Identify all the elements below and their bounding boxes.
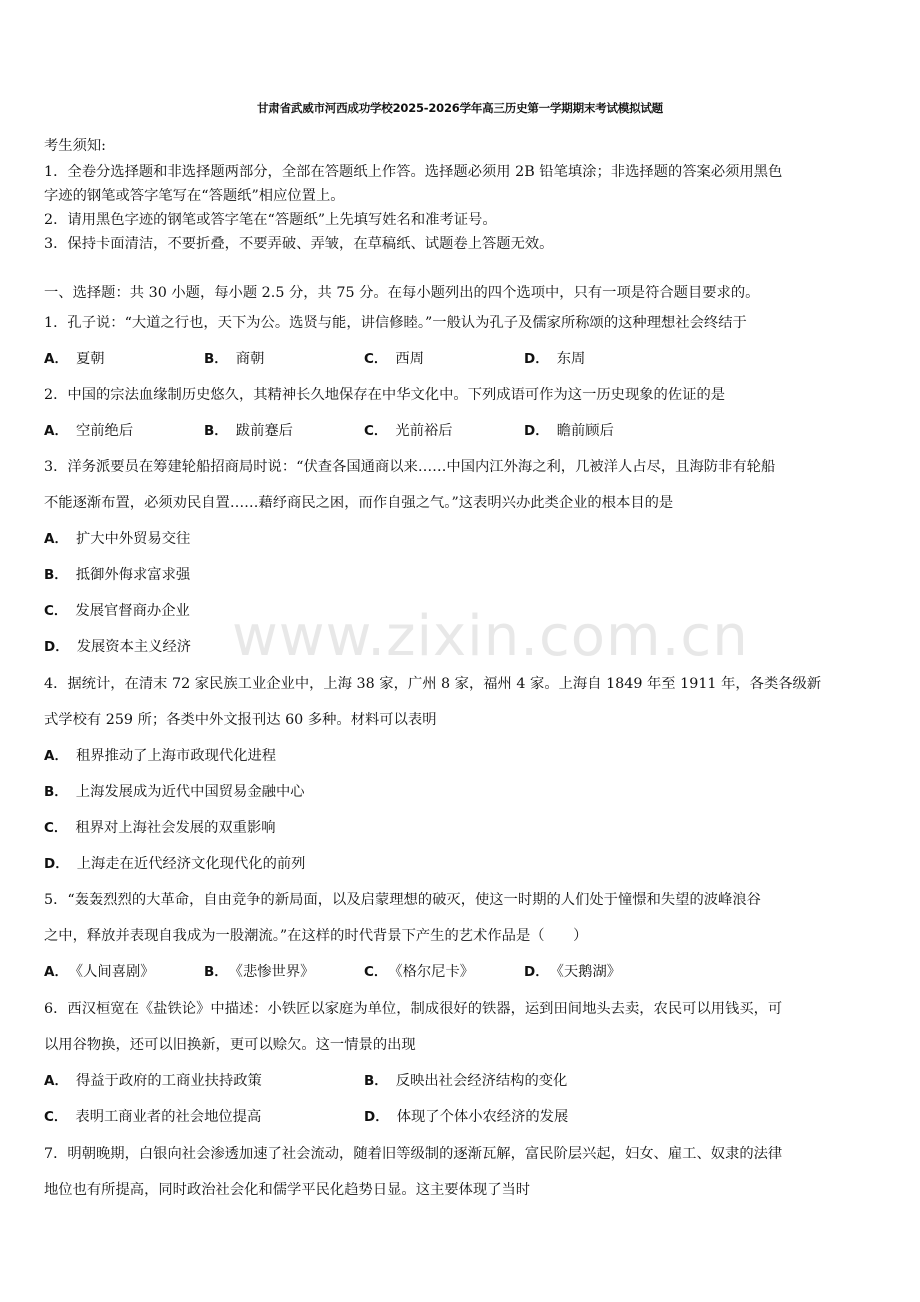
option-c: C． 表明工商业者的社会地位提高 — [44, 1109, 262, 1125]
option-a: A． 空前绝后 — [44, 423, 134, 439]
question-6-stem: 6．西汉桓宽在《盐铁论》中描述：小铁匠以家庭为单位，制成很好的铁器，运到田间地头去卖，农民可以用钱买，可 — [44, 1001, 783, 1017]
option-c: C． 发展官督商办企业 — [44, 603, 190, 619]
option-b: B． 商朝 — [204, 351, 265, 367]
option-b: B． 《悲惨世界》 — [204, 964, 315, 980]
option-d: D． 发展资本主义经济 — [44, 639, 192, 655]
question-6-stem: 以用谷物换，还可以旧换新，更可以赊欠。这一情景的出现 — [44, 1037, 416, 1053]
question-5-stem: 5．“轰轰烈烈的大革命，自由竞争的新局面，以及启蒙理想的破灭，使这一时期的人们处于憧憬和失望的波峰浪谷 — [44, 892, 761, 908]
option-c: C． 《格尔尼卡》 — [364, 964, 475, 980]
option-a: A． 《人间喜剧》 — [44, 964, 155, 980]
option-a: A． 租界推动了上海市政现代化进程 — [44, 748, 277, 764]
question-7-stem: 地位也有所提高，同时政治社会化和儒学平民化趋势日显。这主要体现了当时 — [44, 1182, 531, 1198]
notice-line: 1．全卷分选择题和非选择题两部分，全部在答题纸上作答。选择题必须用 2B 铅笔填涂；非选择题的答案必须用黑色 — [44, 164, 783, 180]
question-7-stem: 7．明朝晚期，白银向社会渗透加速了社会流动，随着旧等级制的逐渐瓦解，富民阶层兴起，妇女、雇工、奴隶的法律 — [44, 1146, 783, 1162]
option-a: A． 夏朝 — [44, 351, 105, 367]
option-b: B． 抵御外侮求富求强 — [44, 567, 191, 583]
option-d: D． 体现了个体小农经济的发展 — [364, 1109, 569, 1125]
option-b: B． 反映出社会经济结构的变化 — [364, 1073, 568, 1089]
option-c: C． 租界对上海社会发展的双重影响 — [44, 820, 276, 836]
watermark: www.zixin.com.cn — [232, 604, 749, 669]
section-heading: 一、选择题：共 30 小题，每小题 2.5 分，共 75 分。在每小题列出的四个选项中，只有一项是符合题目要求的。 — [44, 285, 760, 301]
option-d: D． 瞻前顾后 — [524, 423, 614, 439]
question-3-stem: 3．洋务派要员在筹建轮船招商局时说：“伏查各国通商以来……中国内江外海之利，几被洋人占尽，且海防非有轮船 — [44, 459, 776, 475]
question-2-stem: 2．中国的宗法血缘制历史悠久，其精神长久地保存在中华文化中。下列成语可作为这一历史现象的佐证的是 — [44, 387, 726, 403]
notice-heading: 考生须知: — [44, 138, 107, 154]
option-b: B． 上海发展成为近代中国贸易金融中心 — [44, 784, 305, 800]
page-title: 甘肃省武威市河西成功学校2025-2026学年高三历史第一学期期末考试模拟试题 — [257, 101, 663, 115]
notice-line: 字迹的钢笔或答字笔写在“答题纸”相应位置上。 — [44, 188, 345, 204]
option-a: A． 得益于政府的工商业扶持政策 — [44, 1073, 262, 1089]
notice-line: 3．保持卡面清洁，不要折叠，不要弄破、弄皱，在草稿纸、试题卷上答题无效。 — [44, 236, 554, 252]
option-d: D． 上海走在近代经济文化现代化的前列 — [44, 856, 306, 872]
question-1-stem: 1．孔子说：“大道之行也，天下为公。选贤与能，讲信修睦。”一般认为孔子及儒家所称颂的这种理想社会终结于 — [44, 315, 747, 331]
option-c: C． 光前裕后 — [364, 423, 453, 439]
option-a: A． 扩大中外贸易交往 — [44, 531, 191, 547]
option-d: D． 《天鹅湖》 — [524, 964, 622, 980]
option-c: C． 西周 — [364, 351, 425, 367]
option-d: D． 东周 — [524, 351, 586, 367]
question-4-stem: 4．据统计，在清末 72 家民族工业企业中，上海 38 家，广州 8 家，福州 4 家。上海自 1849 年至 1911 年，各类各级新 — [44, 676, 822, 692]
question-4-stem: 式学校有 259 所；各类中外文报刊达 60 多种。材料可以表明 — [44, 712, 437, 728]
question-5-stem: 之中，释放并表现自我成为一股潮流。”在这样的时代背景下产生的艺术作品是（ ） — [44, 928, 588, 944]
notice-line: 2．请用黑色字迹的钢笔或答字笔在“答题纸”上先填写姓名和准考证号。 — [44, 212, 497, 228]
option-b: B． 跋前蹇后 — [204, 423, 293, 439]
question-3-stem: 不能逐渐布置，必须劝民自置……藉纾商民之困，而作自强之气。”这表明兴办此类企业的根本目的是 — [44, 495, 674, 511]
